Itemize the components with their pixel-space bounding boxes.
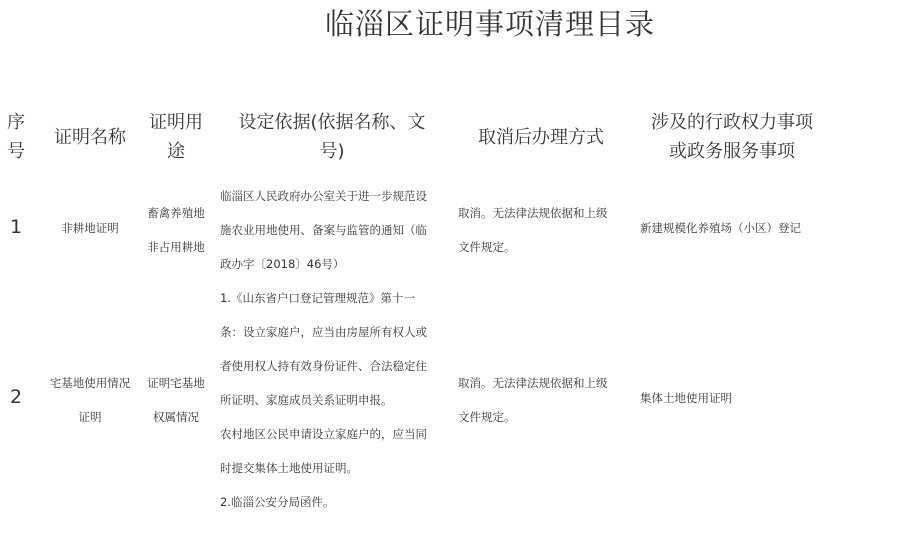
row-2-basis	[220, 281, 452, 519]
row-2-basis-line-7: 2.临淄公安分局函件。	[220, 495, 335, 509]
row-2-basis-line-3: 者使用权人持有效身份证件、合法稳定住	[220, 359, 427, 373]
row-1-name: 非耕地证明	[61, 221, 119, 235]
header-purpose-line-2: 途	[167, 141, 185, 162]
row-2-basis-line-5: 农村地区公民申请设立家庭户的，应当同	[220, 427, 427, 441]
row-1-purpose-line-2: 非占用耕地	[147, 240, 205, 254]
header-related	[634, 108, 830, 166]
header-basis-line-2: 号)	[319, 141, 345, 162]
row-2-basis-line-6: 时提交集体土地使用证明。	[220, 461, 358, 475]
row-2-seq: 2	[9, 386, 23, 408]
row-1-basis-line-3: 政办字〔2018〕46号）	[220, 257, 345, 271]
header-seq-line-1: 序	[7, 112, 25, 133]
row-2-name-line-2: 证明	[78, 410, 102, 424]
row-1-related: 新建规模化养殖场（小区）登记	[640, 221, 801, 235]
header-basis-line-1: 设定依据(依据名称、文	[238, 112, 426, 133]
header-name: 证明名称	[54, 127, 126, 148]
row-1-purpose	[140, 196, 212, 264]
row-2-handling-line-1: 取消。无法律法规依据和上级	[458, 376, 608, 390]
header-seq	[0, 108, 32, 166]
row-1-basis-line-2: 施农业用地使用、备案与监管的通知（临	[220, 223, 427, 237]
row-2-purpose-line-2: 权属情况	[153, 410, 199, 424]
header-related-line-1: 涉及的行政权力事项	[651, 112, 813, 133]
row-1-purpose-line-1: 畜禽养殖地	[147, 206, 205, 220]
row-1-handling-line-1: 取消。无法律法规依据和上级	[458, 206, 608, 220]
row-2-name-line-1: 宅基地使用情况	[49, 376, 131, 390]
header-related-line-2: 或政务服务事项	[669, 141, 795, 162]
row-1-basis	[220, 179, 452, 281]
header-handling: 取消后办理方式	[478, 127, 604, 148]
header-seq-line-2: 号	[7, 141, 25, 162]
row-2-basis-line-2: 条：设立家庭户，应当由房屋所有权人或	[220, 325, 427, 339]
row-2-related: 集体土地使用证明	[640, 391, 732, 405]
header-purpose	[140, 108, 212, 166]
row-2-purpose-line-1: 证明宅基地	[147, 376, 205, 390]
row-2-basis-line-1: 1.《山东省户口登记管理规范》第十一	[220, 291, 415, 305]
header-purpose-line-1: 证明用	[149, 112, 203, 133]
row-1-seq: 1	[9, 216, 23, 238]
row-1-basis-line-1: 临淄区人民政府办公室关于进一步规范设	[220, 189, 427, 203]
row-2-basis-line-4: 所证明、家庭成员关系证明申报。	[220, 393, 393, 407]
row-2-purpose	[140, 366, 212, 434]
row-1-handling	[458, 196, 634, 264]
row-2-handling	[458, 366, 634, 434]
row-2-handling-line-2: 文件规定。	[458, 410, 516, 424]
row-2-name	[44, 366, 136, 434]
row-1-handling-line-2: 文件规定。	[458, 240, 516, 254]
page-title: 临淄区证明事项清理目录	[324, 7, 655, 41]
header-basis	[218, 108, 446, 166]
